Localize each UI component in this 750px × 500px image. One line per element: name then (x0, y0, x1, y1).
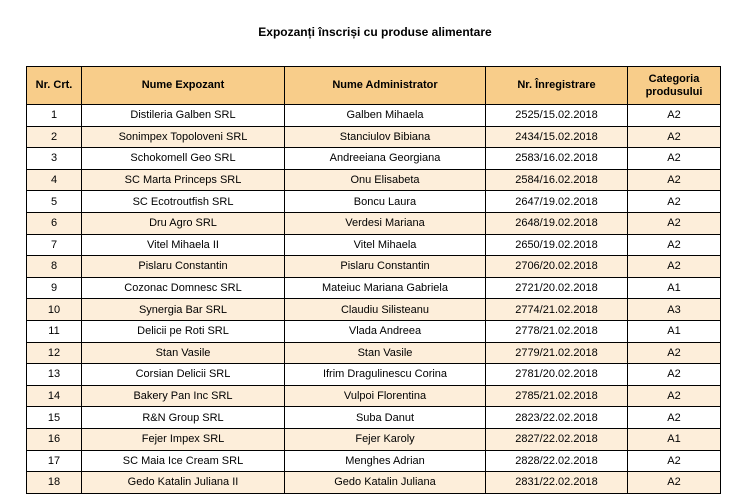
table-row (27, 191, 721, 213)
table-header-row (27, 67, 721, 105)
header-nume-administrator: Nume Administrator (285, 67, 486, 105)
cell-nume-expozant: Corsian Delicii SRL (82, 364, 285, 386)
cell-nume-administrator: Vlada Andreea (285, 320, 486, 342)
cell-nr-crt: 8 (27, 256, 82, 278)
cell-nume-expozant: Cozonac Domnesc SRL (82, 277, 285, 299)
cell-nr-inregistrare: 2778/21.02.2018 (486, 320, 628, 342)
cell-nume-expozant: SC Marta Princeps SRL (82, 169, 285, 191)
table-row (27, 407, 721, 429)
cell-nr-inregistrare: 2721/20.02.2018 (486, 277, 628, 299)
cell-categoria: A2 (628, 450, 721, 472)
cell-nr-inregistrare: 2584/16.02.2018 (486, 169, 628, 191)
cell-nr-crt: 11 (27, 320, 82, 342)
table-row (27, 364, 721, 386)
header-categoria-produsului: Categoria produsului (628, 67, 721, 105)
cell-nume-expozant: Schokomell Geo SRL (82, 148, 285, 170)
cell-nr-crt: 13 (27, 364, 82, 386)
cell-nume-expozant: Bakery Pan Inc SRL (82, 385, 285, 407)
table-row (27, 126, 721, 148)
cell-nr-inregistrare: 2583/16.02.2018 (486, 148, 628, 170)
table-row (27, 105, 721, 127)
cell-nume-administrator: Fejer Karoly (285, 428, 486, 450)
table-body (27, 105, 721, 494)
cell-categoria: A2 (628, 342, 721, 364)
cell-nume-administrator: Vitel Mihaela (285, 234, 486, 256)
cell-nr-inregistrare: 2650/19.02.2018 (486, 234, 628, 256)
cell-categoria: A1 (628, 277, 721, 299)
cell-categoria: A2 (628, 191, 721, 213)
cell-nume-expozant: Fejer Impex SRL (82, 428, 285, 450)
cell-categoria: A2 (628, 126, 721, 148)
cell-nume-administrator: Galben Mihaela (285, 105, 486, 127)
cell-nume-administrator: Andreeiana Georgiana (285, 148, 486, 170)
header-nr-inregistrare: Nr. Înregistrare (486, 67, 628, 105)
cell-nr-inregistrare: 2779/21.02.2018 (486, 342, 628, 364)
cell-nume-expozant: Vitel Mihaela II (82, 234, 285, 256)
cell-nume-administrator: Suba Danut (285, 407, 486, 429)
cell-nr-crt: 10 (27, 299, 82, 321)
cell-nume-expozant: Sonimpex Topoloveni SRL (82, 126, 285, 148)
cell-nr-inregistrare: 2774/21.02.2018 (486, 299, 628, 321)
cell-nr-crt: 14 (27, 385, 82, 407)
page-title: Expozanți înscriși cu produse alimentare (258, 25, 492, 39)
cell-nr-crt: 17 (27, 450, 82, 472)
cell-nr-inregistrare: 2434/15.02.2018 (486, 126, 628, 148)
cell-nume-administrator: Boncu Laura (285, 191, 486, 213)
cell-categoria: A2 (628, 234, 721, 256)
table-row (27, 148, 721, 170)
cell-nr-inregistrare: 2785/21.02.2018 (486, 385, 628, 407)
header-nr-crt: Nr. Crt. (27, 67, 82, 105)
cell-nr-crt: 18 (27, 472, 82, 494)
cell-categoria: A2 (628, 169, 721, 191)
cell-nume-expozant: Synergia Bar SRL (82, 299, 285, 321)
cell-nume-administrator: Stanciulov Bibiana (285, 126, 486, 148)
table-row (27, 428, 721, 450)
cell-nume-expozant: Gedo Katalin Juliana II (82, 472, 285, 494)
table-row (27, 450, 721, 472)
cell-nr-crt: 15 (27, 407, 82, 429)
table-row (27, 299, 721, 321)
cell-nr-crt: 3 (27, 148, 82, 170)
table-row (27, 342, 721, 364)
cell-categoria: A2 (628, 407, 721, 429)
cell-nr-inregistrare: 2647/19.02.2018 (486, 191, 628, 213)
cell-nr-inregistrare: 2525/15.02.2018 (486, 105, 628, 127)
cell-nr-crt: 12 (27, 342, 82, 364)
cell-nr-inregistrare: 2823/22.02.2018 (486, 407, 628, 429)
cell-nr-crt: 2 (27, 126, 82, 148)
table-row (27, 277, 721, 299)
table-row (27, 169, 721, 191)
cell-nume-expozant: Pislaru Constantin (82, 256, 285, 278)
cell-categoria: A3 (628, 299, 721, 321)
header-nume-expozant: Nume Expozant (82, 67, 285, 105)
cell-nume-expozant: R&N Group SRL (82, 407, 285, 429)
cell-nume-administrator: Menghes Adrian (285, 450, 486, 472)
cell-nr-inregistrare: 2781/20.02.2018 (486, 364, 628, 386)
cell-nr-inregistrare: 2828/22.02.2018 (486, 450, 628, 472)
cell-nr-crt: 4 (27, 169, 82, 191)
cell-nume-expozant: Delicii pe Roti SRL (82, 320, 285, 342)
cell-nume-expozant: SC Maia Ice Cream SRL (82, 450, 285, 472)
table-row (27, 320, 721, 342)
cell-categoria: A2 (628, 472, 721, 494)
cell-nr-crt: 6 (27, 212, 82, 234)
cell-nume-expozant: SC Ecotroutfish SRL (82, 191, 285, 213)
cell-categoria: A2 (628, 364, 721, 386)
cell-nr-crt: 9 (27, 277, 82, 299)
cell-categoria: A1 (628, 320, 721, 342)
cell-nume-expozant: Dru Agro SRL (82, 212, 285, 234)
table-row (27, 472, 721, 494)
cell-categoria: A2 (628, 212, 721, 234)
cell-nr-crt: 7 (27, 234, 82, 256)
cell-categoria: A2 (628, 256, 721, 278)
cell-nume-administrator: Gedo Katalin Juliana (285, 472, 486, 494)
table-row (27, 256, 721, 278)
cell-nr-crt: 16 (27, 428, 82, 450)
cell-nume-administrator: Stan Vasile (285, 342, 486, 364)
cell-nume-administrator: Onu Elisabeta (285, 169, 486, 191)
cell-nume-administrator: Claudiu Silisteanu (285, 299, 486, 321)
cell-categoria: A2 (628, 148, 721, 170)
cell-nume-expozant: Distileria Galben SRL (82, 105, 285, 127)
table-row (27, 212, 721, 234)
table-row (27, 385, 721, 407)
cell-nr-crt: 5 (27, 191, 82, 213)
cell-nr-inregistrare: 2706/20.02.2018 (486, 256, 628, 278)
cell-nume-administrator: Mateiuc Mariana Gabriela (285, 277, 486, 299)
cell-nume-expozant: Stan Vasile (82, 342, 285, 364)
cell-categoria: A1 (628, 428, 721, 450)
table-row (27, 234, 721, 256)
cell-nr-inregistrare: 2827/22.02.2018 (486, 428, 628, 450)
cell-categoria: A2 (628, 385, 721, 407)
cell-nume-administrator: Vulpoi Florentina (285, 385, 486, 407)
cell-nume-administrator: Verdesi Mariana (285, 212, 486, 234)
cell-nr-crt: 1 (27, 105, 82, 127)
exhibitors-table-container (26, 66, 720, 494)
cell-categoria: A2 (628, 105, 721, 127)
cell-nr-inregistrare: 2831/22.02.2018 (486, 472, 628, 494)
cell-nr-inregistrare: 2648/19.02.2018 (486, 212, 628, 234)
exhibitors-table (26, 66, 721, 494)
cell-nume-administrator: Pislaru Constantin (285, 256, 486, 278)
cell-nume-administrator: Ifrim Dragulinescu Corina (285, 364, 486, 386)
